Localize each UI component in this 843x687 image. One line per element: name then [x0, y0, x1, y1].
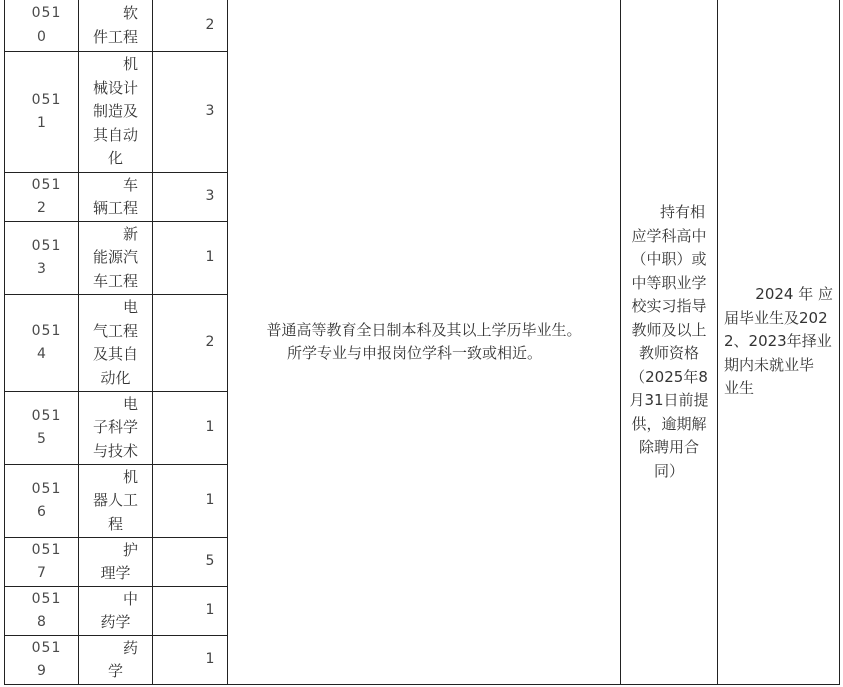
major-cell: 新 能源汽 车工程 [79, 222, 153, 295]
position-code-cell: 051 4 [5, 295, 79, 392]
headcount-cell: 1 [153, 587, 228, 636]
major-cell: 软 件工程 [79, 0, 153, 52]
headcount-cell: 3 [153, 52, 228, 173]
major-cell: 电 气工程 及其自 动化 [79, 295, 153, 392]
position-table [4, 0, 840, 685]
education-requirement-line: 普通高等教育全日制本科及其以上学历毕业生。 [266, 321, 582, 339]
position-code-cell: 051 1 [5, 52, 79, 173]
headcount-cell: 1 [153, 465, 228, 538]
position-code-cell: 051 6 [5, 465, 79, 538]
position-code-cell: 051 0 [5, 0, 79, 52]
graduate-requirement-cell: 2024 年 应 届毕业生及202 2、2023年择业 期内未就业毕 业生 [718, 0, 840, 685]
position-code-cell: 051 3 [5, 222, 79, 295]
headcount-cell: 1 [153, 636, 228, 685]
headcount-cell: 3 [153, 173, 228, 222]
education-requirement-cell [228, 0, 621, 685]
position-code-cell: 051 7 [5, 538, 79, 587]
major-cell: 中 药学 [79, 587, 153, 636]
major-cell: 机 器人工 程 [79, 465, 153, 538]
position-code-cell: 051 8 [5, 587, 79, 636]
position-code-cell: 051 2 [5, 173, 79, 222]
major-cell: 车 辆工程 [79, 173, 153, 222]
position-code-cell: 051 5 [5, 392, 79, 465]
headcount-cell: 2 [153, 295, 228, 392]
education-requirement-line: 所学专业与申报岗位学科一致或相近。 [287, 344, 543, 362]
headcount-cell: 5 [153, 538, 228, 587]
headcount-cell: 1 [153, 392, 228, 465]
headcount-cell: 2 [153, 0, 228, 52]
table-row [5, 0, 840, 52]
headcount-cell: 1 [153, 222, 228, 295]
major-cell: 护 理学 [79, 538, 153, 587]
position-code-cell: 051 9 [5, 636, 79, 685]
major-cell: 电 子科学 与技术 [79, 392, 153, 465]
certificate-requirement-cell: 持有相 应学科高中 （中职）或 中等职业学 校实习指导 教师及以上 教师资格 （2025年8 月31日前提 供，逾期解 除聘用合 同） [621, 0, 718, 685]
major-cell: 机 械设计 制造及 其自动 化 [79, 52, 153, 173]
major-cell: 药 学 [79, 636, 153, 685]
